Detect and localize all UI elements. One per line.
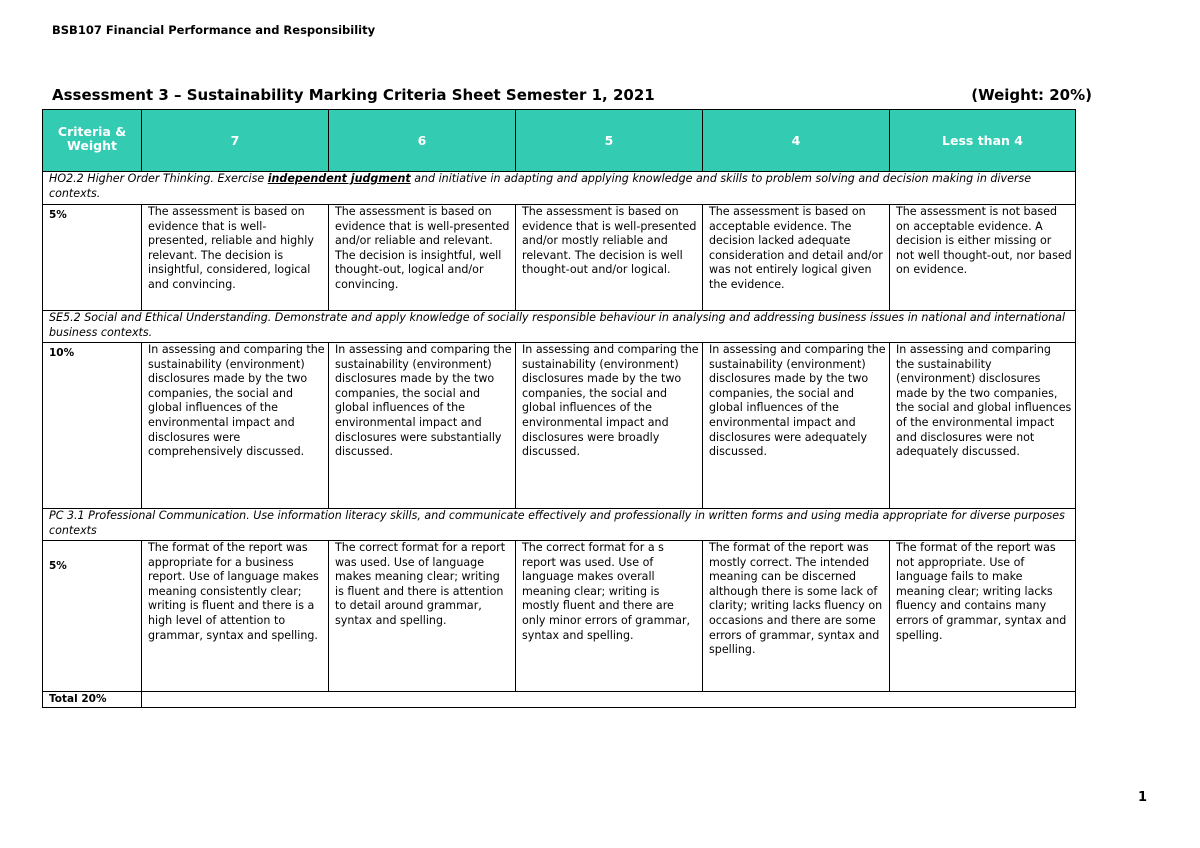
grade-cell-less-than-4: In assessing and comparing the sustainability (environment) disclosures made by the two companies, the social and global influences of the environmental impact and disclosures were not adequately discussed.	[890, 343, 1076, 509]
total-value-cell	[142, 692, 1076, 708]
page-title: Assessment 3 – Sustainability Marking Criteria Sheet Semester 1, 2021	[52, 86, 655, 104]
grade-cell-4: The assessment is based on acceptable evidence. The decision lacked adequate consideration and detail and/or was not entirely logical given the evidence.	[703, 205, 890, 311]
weight-cell: 10%	[43, 343, 142, 509]
grade-cell-5: The assessment is based on evidence that is well-presented and/or mostly reliable and relevant. The decision is well thought-out and/or logical.	[516, 205, 703, 311]
grade-cell-6: The assessment is based on evidence that is well-presented and/or reliable and relevant. The decision is insightful, well thought-out, logical and/or convincing.	[329, 205, 516, 311]
grade-cell-5: In assessing and comparing the sustainability (environment) disclosures made by the two companies, the social and global influences of the environmental impact and disclosures were broadly discussed.	[516, 343, 703, 509]
table-row	[43, 541, 1076, 692]
grade-cell-less-than-4: The assessment is not based on acceptable evidence. A decision is either missing or not well thought-out, nor based on evidence.	[890, 205, 1076, 311]
criterion-text: PC 3.1 Professional Communication. Use information literacy skills, and communicate effectively and professionally in written forms and using media appropriate for diverse purposes contexts	[49, 509, 1065, 537]
criterion-row	[43, 509, 1076, 541]
column-header-4: 4	[703, 110, 890, 172]
column-header-less-than-4: Less than 4	[890, 110, 1076, 172]
grade-cell-4: In assessing and comparing the sustainability (environment) disclosures made by the two companies, the social and global influences of the environmental impact and disclosures were adequately discussed.	[703, 343, 890, 509]
column-header-7: 7	[142, 110, 329, 172]
marking-criteria-table	[42, 109, 1076, 708]
criterion-description	[43, 509, 1076, 541]
column-header-6: 6	[329, 110, 516, 172]
table-header-row	[43, 110, 1076, 172]
grade-cell-7: The format of the report was appropriate for a business report. Use of language makes meaning consistently clear; writing is fluent and there is a high level of attention to grammar, syntax and spelling.	[142, 541, 329, 692]
total-label: Total 20%	[43, 692, 142, 708]
weight-cell: 5%	[43, 205, 142, 311]
criterion-description	[43, 311, 1076, 343]
criterion-text: and initiative in adapting and applying knowledge and skills to problem solving and decision making in diverse contexts.	[49, 172, 1032, 200]
total-row	[43, 692, 1076, 708]
weight-cell: 5%	[43, 541, 142, 692]
grade-cell-less-than-4: The format of the report was not appropriate. Use of language fails to make meaning clear; writing lacks fluency and contains many errors of grammar, syntax and spelling.	[890, 541, 1076, 692]
table-row	[43, 343, 1076, 509]
title-row	[52, 86, 1092, 108]
table-row	[43, 205, 1076, 311]
grade-cell-4: The format of the report was mostly correct. The intended meaning can be discerned although there is some lack of clarity; writing lacks fluency on occasions and there are some errors of grammar, syntax and spelling.	[703, 541, 890, 692]
criterion-text: HO2.2 Higher Order Thinking. Exercise	[49, 172, 268, 185]
grade-cell-7: In assessing and comparing the sustainability (environment) disclosures made by the two companies, the social and global influences of the environmental impact and disclosures were comprehensively discussed.	[142, 343, 329, 509]
criterion-text: SE5.2 Social and Ethical Understanding. Demonstrate and apply knowledge of socially responsible behaviour in analysing and addressing business issues in national and international business contexts.	[49, 311, 1066, 339]
criterion-description	[43, 172, 1076, 205]
column-header-5: 5	[516, 110, 703, 172]
grade-cell-7: The assessment is based on evidence that is well-presented, reliable and highly relevant. The decision is insightful, considered, logical and convincing.	[142, 205, 329, 311]
assessment-weight: (Weight: 20%)	[971, 86, 1092, 104]
column-header-criteria: Criteria & Weight	[43, 110, 142, 172]
document-header: BSB107 Financial Performance and Responsibility	[52, 23, 376, 37]
page-number: 1	[1138, 790, 1148, 805]
criterion-row	[43, 172, 1076, 205]
criterion-emphasis: independent judgment	[267, 172, 411, 185]
grade-cell-6: The correct format for a report was used. Use of language makes meaning clear; writing is fluent and there is attention to detail around grammar, syntax and spelling.	[329, 541, 516, 692]
criterion-row	[43, 311, 1076, 343]
grade-cell-6: In assessing and comparing the sustainability (environment) disclosures made by the two companies, the social and global influences of the environmental impact and disclosures were substantially discussed.	[329, 343, 516, 509]
grade-cell-5: The correct format for a s report was used. Use of language makes overall meaning clear; writing is mostly fluent and there are only minor errors of grammar, syntax and spelling.	[516, 541, 703, 692]
